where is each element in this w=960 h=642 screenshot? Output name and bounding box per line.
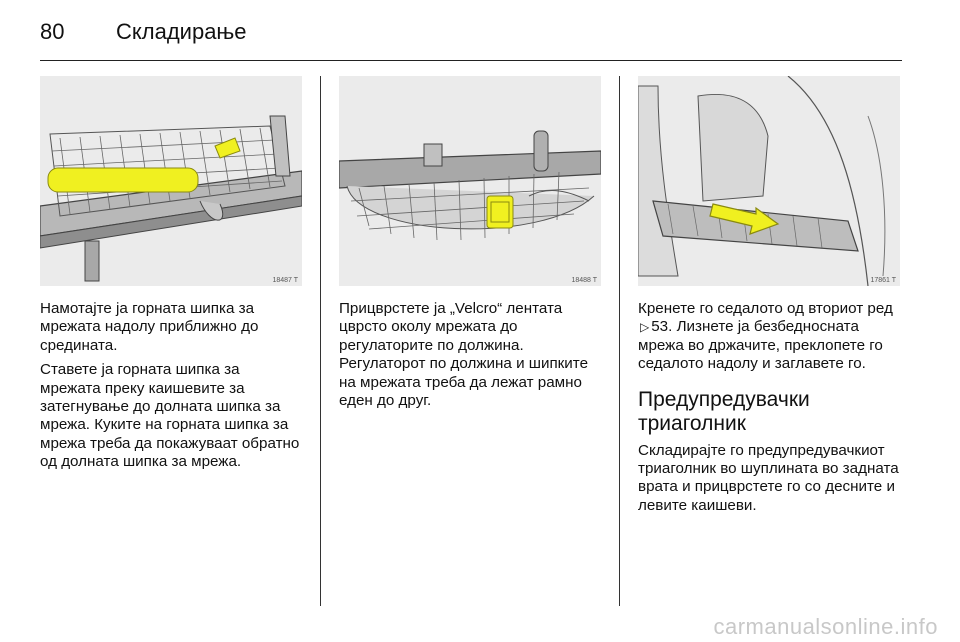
figure-net-rolled: [40, 76, 302, 286]
column-2: [339, 76, 601, 416]
net-illustration-2: [339, 76, 601, 286]
net-illustration-3: [638, 76, 900, 286]
figure-seat-holder: [638, 76, 900, 286]
paragraph-text: Кренете го седалото од вториот ред: [638, 300, 893, 317]
column-divider: [619, 76, 620, 606]
figure-code: 18488 T: [571, 277, 597, 284]
figure-code: 17861 T: [870, 277, 896, 284]
page-reference[interactable]: 53: [651, 318, 669, 336]
column-3-text: [638, 300, 900, 515]
net-illustration-1: [40, 76, 302, 286]
header-divider: [40, 60, 902, 61]
paragraph-text: . Лизнете ја безбедносната мрежа во држачите, преклопете го седалото надолу и заглавете го.: [638, 318, 883, 373]
section-title: Складирање: [116, 19, 247, 44]
column-2-text: [339, 300, 601, 410]
column-1-text: [40, 300, 302, 472]
column-3: [638, 76, 900, 521]
watermark: carmanualsonline.info: [713, 614, 938, 639]
page-number: 80: [40, 19, 65, 44]
column-1: [40, 76, 302, 478]
paragraph: [638, 300, 900, 374]
paragraph: Складирајте го предупредувачкиот триаголник во шуплината во задната врата и прицврстете го со десните и левите каишеви.: [638, 441, 899, 514]
triangle-right-icon: ▷: [640, 320, 650, 335]
page-header: [40, 14, 247, 50]
subsection-heading: Предупредувачки триаголник: [638, 387, 810, 435]
paragraph: Намотајте ја горната шипка за мрежата надолу приближно до средината.: [40, 300, 259, 354]
figure-velcro-strap: [339, 76, 601, 286]
paragraph: Ставете ја горната шипка за мрежата преку каишевите за затегнување до долната шипка за мрежа. Куките на горната шипка за мрежа треба да покажуваат обратно од долната шипка за мрежа.: [40, 361, 300, 471]
paragraph: Прицврстете ја „Velcro“ лентата цврсто околу мрежата до регулаторите по должина. Регулаторот по должина и шипките на мрежата треба да лежат рамно еден до друг.: [339, 300, 589, 410]
column-divider: [320, 76, 321, 606]
figure-code: 18487 T: [272, 277, 298, 284]
